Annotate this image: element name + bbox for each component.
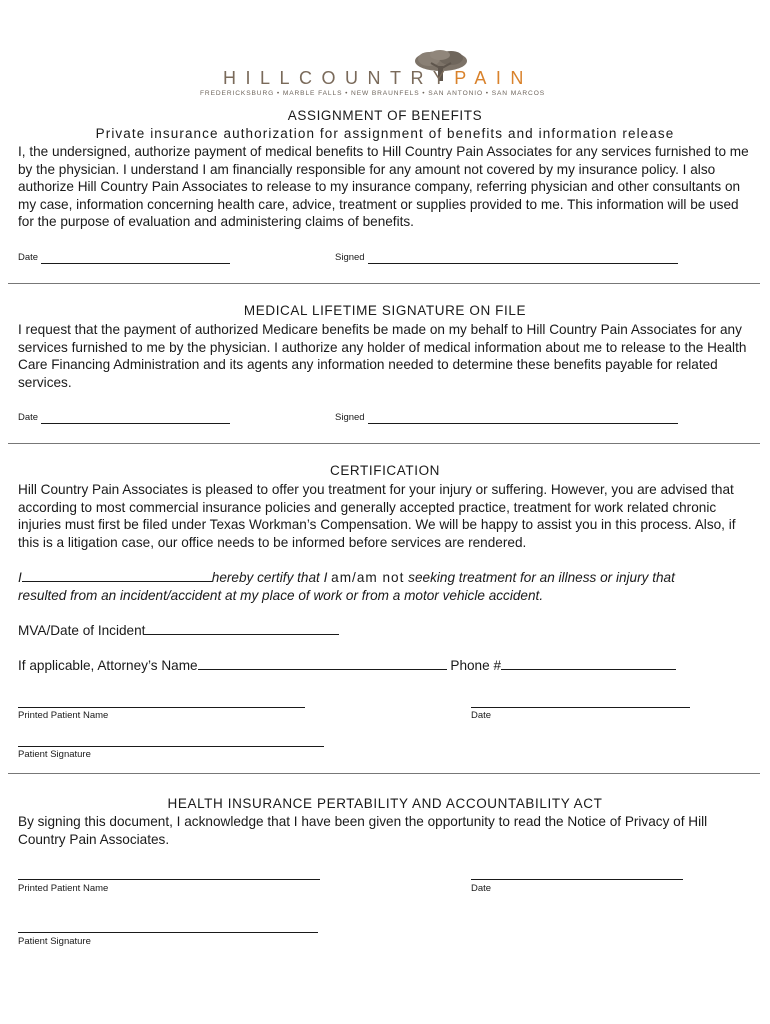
- certify-line2: resulted from an incident/accident at my place of work or from a motor vehicle accident.: [18, 588, 544, 603]
- medical-body: I request that the payment of authorized Medicare benefits be made on my behalf to Hill Country Pain Associates for any services furnished to me by the physician. I authorize any holder of medical information about me to release to the Health Care Financing Administration and its agents any information needed to determine these benefits payable for related services.: [18, 322, 747, 390]
- attorney-label: If applicable, Attorney’s Name: [18, 658, 198, 673]
- phone-field[interactable]: [501, 668, 676, 670]
- cert-printed-name-field[interactable]: [18, 707, 305, 708]
- logo-wordmark: HILLCOUNTRYPAIN: [223, 68, 533, 88]
- hipaa-title: HEALTH INSURANCE PERTABILITY AND ACCOUNTABILITY ACT: [167, 796, 603, 811]
- mva-row: [18, 622, 758, 640]
- attorney-name-field[interactable]: [198, 668, 447, 670]
- medical-signed-label: Signed: [335, 412, 365, 423]
- certification-title: CERTIFICATION: [329, 463, 441, 478]
- divider: [8, 283, 760, 284]
- certification-body: Hill Country Pain Associates is pleased to offer you treatment for your injury or suffering. However, you are advised that according to most commercial insurance policies and generally accepted practice, treatment for work related chronic injuries must first be filed under Texas Workman’s Compensation. We will be happy to assist you in this process. Also, if this is a litigation case, our office needs to be informed before services are rendered.: [18, 482, 736, 550]
- certify-prefix: I: [18, 570, 22, 585]
- hipaa-date-field[interactable]: [471, 879, 683, 880]
- assignment-date-label: Date: [18, 252, 39, 263]
- assignment-title: ASSIGNMENT OF BENEFITS: [287, 108, 483, 123]
- assignment-signed-label: Signed: [335, 252, 365, 263]
- attorney-row: [18, 657, 758, 675]
- hipaa-printed-name-label: Printed Patient Name: [18, 883, 109, 894]
- phone-label: Phone #: [450, 658, 502, 673]
- certify-name-field[interactable]: [22, 580, 212, 582]
- hipaa-printed-name-field[interactable]: [18, 879, 320, 880]
- company-logo: [195, 50, 565, 100]
- cert-signature-field[interactable]: [18, 746, 324, 747]
- medical-date-field[interactable]: [41, 423, 230, 424]
- hipaa-signature-label: Patient Signature: [18, 936, 91, 947]
- mva-date-field[interactable]: [145, 633, 339, 635]
- medical-date-label: Date: [18, 412, 39, 423]
- certify-suffix: seeking treatment for an illness or injury that: [408, 570, 675, 585]
- mva-label: MVA/Date of Incident: [18, 623, 146, 638]
- assignment-subtitle: Private insurance authorization for assignment of benefits and information release: [95, 126, 675, 141]
- assignment-body: I, the undersigned, authorize payment of medical benefits to Hill Country Pain Associates for any services furnished to me by the physician. I understand I am financially responsible for any amount not covered by my insurance policy. I also authorize Hill Country Pain Associates to release to my insurance company, referring physician and other consultants on my case, information concerning health care, advice, treatment or supplies provided to me. This information will be used for the purpose of evaluation and administering claims of benefits.: [18, 144, 749, 230]
- certify-statement: [18, 569, 758, 587]
- cert-signature-label: Patient Signature: [18, 749, 91, 760]
- medical-title: MEDICAL LIFETIME SIGNATURE ON FILE: [243, 303, 527, 318]
- hipaa-body: By signing this document, I acknowledge that I have been given the opportunity to read the Notice of Privacy of Hill Country Pain Associates.: [18, 814, 708, 847]
- hipaa-signature-field[interactable]: [18, 932, 318, 933]
- cert-printed-name-label: Printed Patient Name: [18, 710, 109, 721]
- cert-date-label: Date: [471, 710, 492, 721]
- certify-middle: hereby certify that I: [211, 570, 328, 585]
- medical-signature-field[interactable]: [368, 423, 678, 424]
- assignment-date-field[interactable]: [41, 263, 230, 264]
- logo-locations: FREDERICKSBURG • MARBLE FALLS • NEW BRAUNFELS • SAN ANTONIO • SAN MARCOS: [200, 90, 546, 97]
- hipaa-date-label: Date: [471, 883, 492, 894]
- cert-date-field[interactable]: [471, 707, 690, 708]
- divider: [8, 773, 760, 774]
- divider: [8, 443, 760, 444]
- certify-choice[interactable]: am/am not: [331, 570, 405, 585]
- assignment-signature-field[interactable]: [368, 263, 678, 264]
